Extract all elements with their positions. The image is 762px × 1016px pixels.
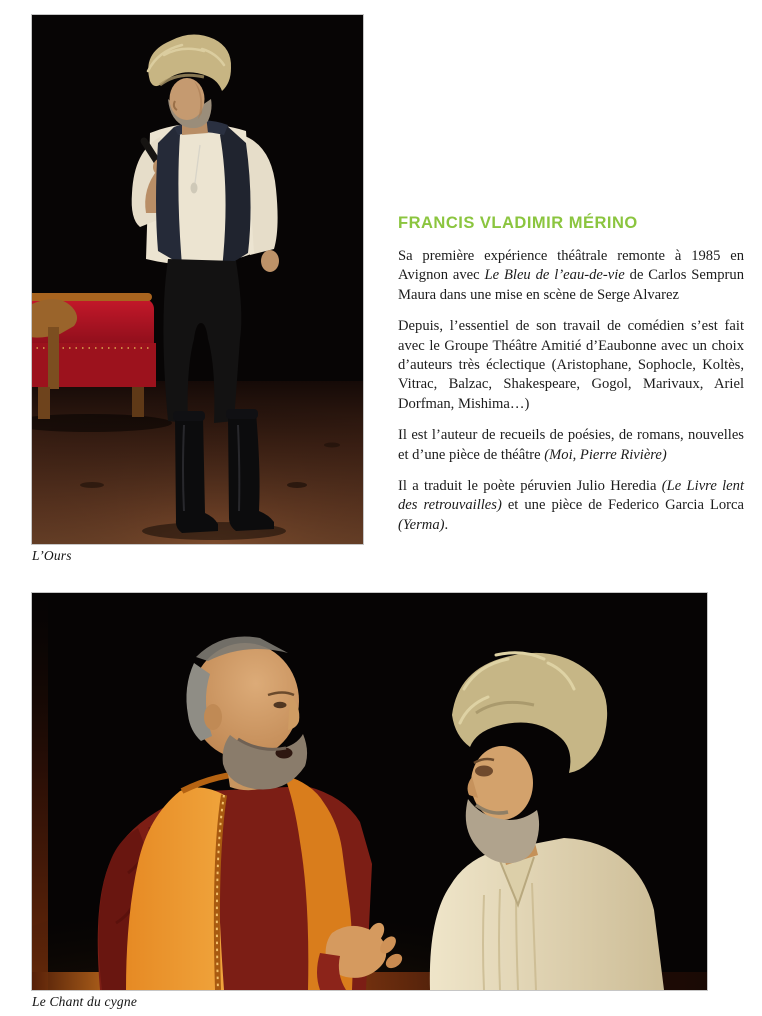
photo-figure-chant-du-cygne (32, 593, 707, 1010)
photo-caption-chant-du-cygne: Le Chant du cygne (32, 994, 138, 1009)
bio-paragraph: Il a traduit le poète péruvien Julio Heredia (Le Livre lent des retrouvailles) et une pièce de Federico Garcia Lorca (Yerma). (398, 478, 744, 533)
bio-paragraph: Il est l’auteur de recueils de poésies, de romans, nouvelles et d’une pièce de théâtre (Moi, Pierre Rivière) (398, 427, 744, 463)
photo-lours (32, 15, 363, 544)
bio-paragraphs (398, 247, 744, 535)
bio-heading: FRANCIS VLADIMIR MÉRINO (398, 214, 638, 232)
photo-caption-lours: L’Ours (32, 548, 72, 563)
bio-section (398, 214, 744, 547)
photo-figure-lours (32, 15, 363, 564)
bio-paragraph: Sa première expérience théâtrale remonte à 1985 en Avignon avec Le Bleu de l’eau-de-vie de Carlos Semprun Maura dans une mise en scène de Serge Alvarez (398, 247, 744, 303)
photo-chant-du-cygne (32, 593, 707, 990)
bio-paragraph: Depuis, l’essentiel de son travail de comédien s’est fait avec le Groupe Théâtre Amitié d’Eaubonne avec un choix d’auteurs très éclectique (Aristophane, Sophocle, Koltès, Vitrac, Balzac, Shakespeare, Gogol, Marivaux, Ariel Dorfman, Mishima…) (398, 318, 744, 412)
